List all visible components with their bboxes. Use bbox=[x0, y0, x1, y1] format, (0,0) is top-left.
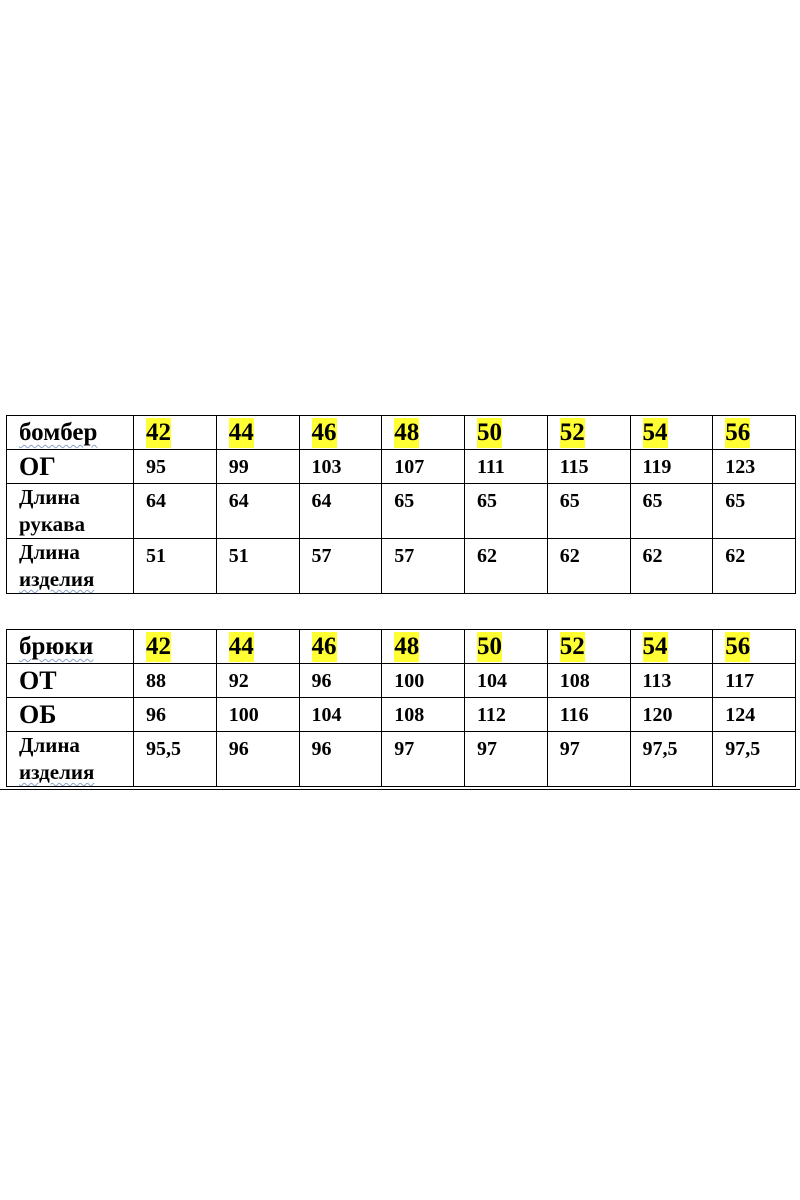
row-label-line: Длина bbox=[19, 733, 80, 757]
cell-value: 123 bbox=[725, 456, 756, 478]
size-header-cell bbox=[465, 630, 548, 664]
value-cell bbox=[630, 664, 713, 698]
size-header-cell bbox=[134, 416, 217, 450]
size-label: 54 bbox=[642, 633, 668, 660]
size-label: 44 bbox=[228, 419, 254, 446]
table-title-cell bbox=[7, 630, 134, 664]
value-cell bbox=[382, 732, 465, 787]
cell-value: 64 bbox=[228, 490, 249, 512]
cell-value: 113 bbox=[642, 670, 672, 692]
value-cell bbox=[713, 450, 796, 484]
value-cell bbox=[465, 664, 548, 698]
bomber-size-table bbox=[6, 415, 796, 594]
row-label-cell bbox=[7, 664, 134, 698]
row-label-line: рукава bbox=[19, 512, 86, 536]
cell-value: 99 bbox=[228, 456, 249, 478]
cell-value: 100 bbox=[228, 704, 259, 726]
value-cell bbox=[134, 732, 217, 787]
value-cell bbox=[134, 664, 217, 698]
cell-value: 65 bbox=[559, 490, 580, 512]
cell-value: 96 bbox=[311, 670, 332, 692]
value-cell bbox=[465, 698, 548, 732]
value-cell bbox=[630, 732, 713, 787]
value-cell bbox=[382, 664, 465, 698]
cell-value: 112 bbox=[477, 704, 506, 726]
value-cell bbox=[216, 698, 299, 732]
value-cell bbox=[547, 698, 630, 732]
size-header-cell bbox=[630, 416, 713, 450]
size-header-cell bbox=[547, 630, 630, 664]
row-label-cell bbox=[7, 450, 134, 484]
table-row bbox=[7, 698, 796, 732]
row-label: ОГ bbox=[19, 452, 56, 481]
size-header-cell bbox=[465, 416, 548, 450]
size-header-cell bbox=[382, 630, 465, 664]
size-header-cell bbox=[630, 630, 713, 664]
cell-value: 95 bbox=[146, 456, 166, 478]
value-cell bbox=[382, 539, 465, 594]
value-cell bbox=[713, 664, 796, 698]
cell-value: 97 bbox=[559, 738, 580, 760]
row-label-cell bbox=[7, 539, 134, 594]
value-cell bbox=[134, 450, 217, 484]
row-label-cell bbox=[7, 698, 134, 732]
row-label: ОТ bbox=[19, 666, 57, 695]
size-header-cell bbox=[382, 416, 465, 450]
table-row bbox=[7, 484, 796, 539]
cell-value: 103 bbox=[311, 456, 342, 478]
value-cell bbox=[216, 664, 299, 698]
cell-value: 96 bbox=[146, 704, 166, 726]
cell-value: 104 bbox=[311, 704, 342, 726]
cell-value: 51 bbox=[228, 545, 249, 567]
value-cell bbox=[713, 539, 796, 594]
row-label-cell bbox=[7, 732, 134, 787]
value-cell bbox=[299, 484, 382, 539]
table-row bbox=[7, 664, 796, 698]
table-title: брюки bbox=[19, 633, 94, 660]
size-label: 46 bbox=[311, 419, 337, 446]
cell-value: 108 bbox=[559, 670, 590, 692]
cell-value: 97 bbox=[394, 738, 415, 760]
row-label-cell bbox=[7, 484, 134, 539]
cell-value: 88 bbox=[146, 670, 166, 692]
cell-value: 65 bbox=[394, 490, 415, 512]
value-cell bbox=[547, 732, 630, 787]
value-cell bbox=[630, 539, 713, 594]
value-cell bbox=[382, 450, 465, 484]
size-label: 44 bbox=[228, 633, 254, 660]
size-label: 48 bbox=[394, 419, 420, 446]
cell-value: 97,5 bbox=[725, 738, 761, 760]
size-header-cell bbox=[216, 416, 299, 450]
value-cell bbox=[134, 539, 217, 594]
cell-value: 92 bbox=[228, 670, 249, 692]
size-header-cell bbox=[299, 416, 382, 450]
cell-value: 62 bbox=[477, 545, 497, 567]
cell-value: 111 bbox=[477, 456, 505, 478]
cell-value: 108 bbox=[394, 704, 425, 726]
table-title: бомбер bbox=[19, 419, 98, 446]
row-label: ОБ bbox=[19, 700, 57, 729]
value-cell bbox=[382, 698, 465, 732]
cell-value: 97 bbox=[477, 738, 497, 760]
value-cell bbox=[216, 484, 299, 539]
value-cell bbox=[547, 539, 630, 594]
size-label: 50 bbox=[477, 419, 502, 446]
cell-value: 104 bbox=[477, 670, 507, 692]
page-divider-line bbox=[0, 789, 800, 790]
cell-value: 65 bbox=[725, 490, 746, 512]
size-label: 52 bbox=[559, 419, 585, 446]
size-header-cell bbox=[299, 630, 382, 664]
row-label-line: изделия bbox=[19, 567, 95, 591]
value-cell bbox=[216, 450, 299, 484]
cell-value: 64 bbox=[146, 490, 166, 512]
cell-value: 57 bbox=[394, 545, 415, 567]
cell-value: 57 bbox=[311, 545, 332, 567]
table-header-row bbox=[7, 630, 796, 664]
value-cell bbox=[299, 539, 382, 594]
cell-value: 96 bbox=[311, 738, 332, 760]
cell-value: 117 bbox=[725, 670, 755, 692]
value-cell bbox=[382, 484, 465, 539]
cell-value: 97,5 bbox=[642, 738, 678, 760]
cell-value: 51 bbox=[146, 545, 166, 567]
cell-value: 64 bbox=[311, 490, 332, 512]
table-row bbox=[7, 539, 796, 594]
table-row bbox=[7, 450, 796, 484]
size-label: 50 bbox=[477, 633, 502, 660]
value-cell bbox=[713, 732, 796, 787]
value-cell bbox=[299, 732, 382, 787]
row-label-line: Длина bbox=[19, 485, 80, 509]
size-header-cell bbox=[713, 630, 796, 664]
size-header-cell bbox=[713, 416, 796, 450]
cell-value: 62 bbox=[559, 545, 580, 567]
cell-value: 95,5 bbox=[146, 738, 181, 760]
value-cell bbox=[299, 664, 382, 698]
cell-value: 124 bbox=[725, 704, 756, 726]
value-cell bbox=[465, 484, 548, 539]
size-header-cell bbox=[216, 630, 299, 664]
cell-value: 62 bbox=[642, 545, 663, 567]
size-label: 52 bbox=[559, 633, 585, 660]
value-cell bbox=[547, 450, 630, 484]
cell-value: 100 bbox=[394, 670, 425, 692]
size-header-cell bbox=[134, 630, 217, 664]
size-label: 56 bbox=[725, 419, 751, 446]
cell-value: 65 bbox=[477, 490, 497, 512]
value-cell bbox=[713, 484, 796, 539]
value-cell bbox=[547, 664, 630, 698]
table-title-cell bbox=[7, 416, 134, 450]
size-label: 54 bbox=[642, 419, 668, 446]
value-cell bbox=[299, 698, 382, 732]
value-cell bbox=[216, 539, 299, 594]
size-label: 42 bbox=[146, 419, 171, 446]
row-label-line: изделия bbox=[19, 760, 95, 784]
cell-value: 107 bbox=[394, 456, 425, 478]
value-cell bbox=[713, 698, 796, 732]
value-cell bbox=[465, 539, 548, 594]
cell-value: 96 bbox=[228, 738, 249, 760]
cell-value: 62 bbox=[725, 545, 746, 567]
value-cell bbox=[299, 450, 382, 484]
size-header-cell bbox=[547, 416, 630, 450]
pants-size-table bbox=[6, 629, 796, 787]
value-cell bbox=[134, 698, 217, 732]
size-label: 42 bbox=[146, 633, 171, 660]
cell-value: 115 bbox=[559, 456, 589, 478]
cell-value: 65 bbox=[642, 490, 663, 512]
value-cell bbox=[630, 484, 713, 539]
size-label: 56 bbox=[725, 633, 751, 660]
cell-value: 119 bbox=[642, 456, 672, 478]
cell-value: 116 bbox=[559, 704, 589, 726]
value-cell bbox=[465, 450, 548, 484]
size-label: 46 bbox=[311, 633, 337, 660]
size-label: 48 bbox=[394, 633, 420, 660]
table-header-row bbox=[7, 416, 796, 450]
value-cell bbox=[547, 484, 630, 539]
row-label-line: Длина bbox=[19, 540, 80, 564]
value-cell bbox=[630, 450, 713, 484]
value-cell bbox=[465, 732, 548, 787]
cell-value: 120 bbox=[642, 704, 673, 726]
value-cell bbox=[216, 732, 299, 787]
table-row bbox=[7, 732, 796, 787]
value-cell bbox=[134, 484, 217, 539]
value-cell bbox=[630, 698, 713, 732]
